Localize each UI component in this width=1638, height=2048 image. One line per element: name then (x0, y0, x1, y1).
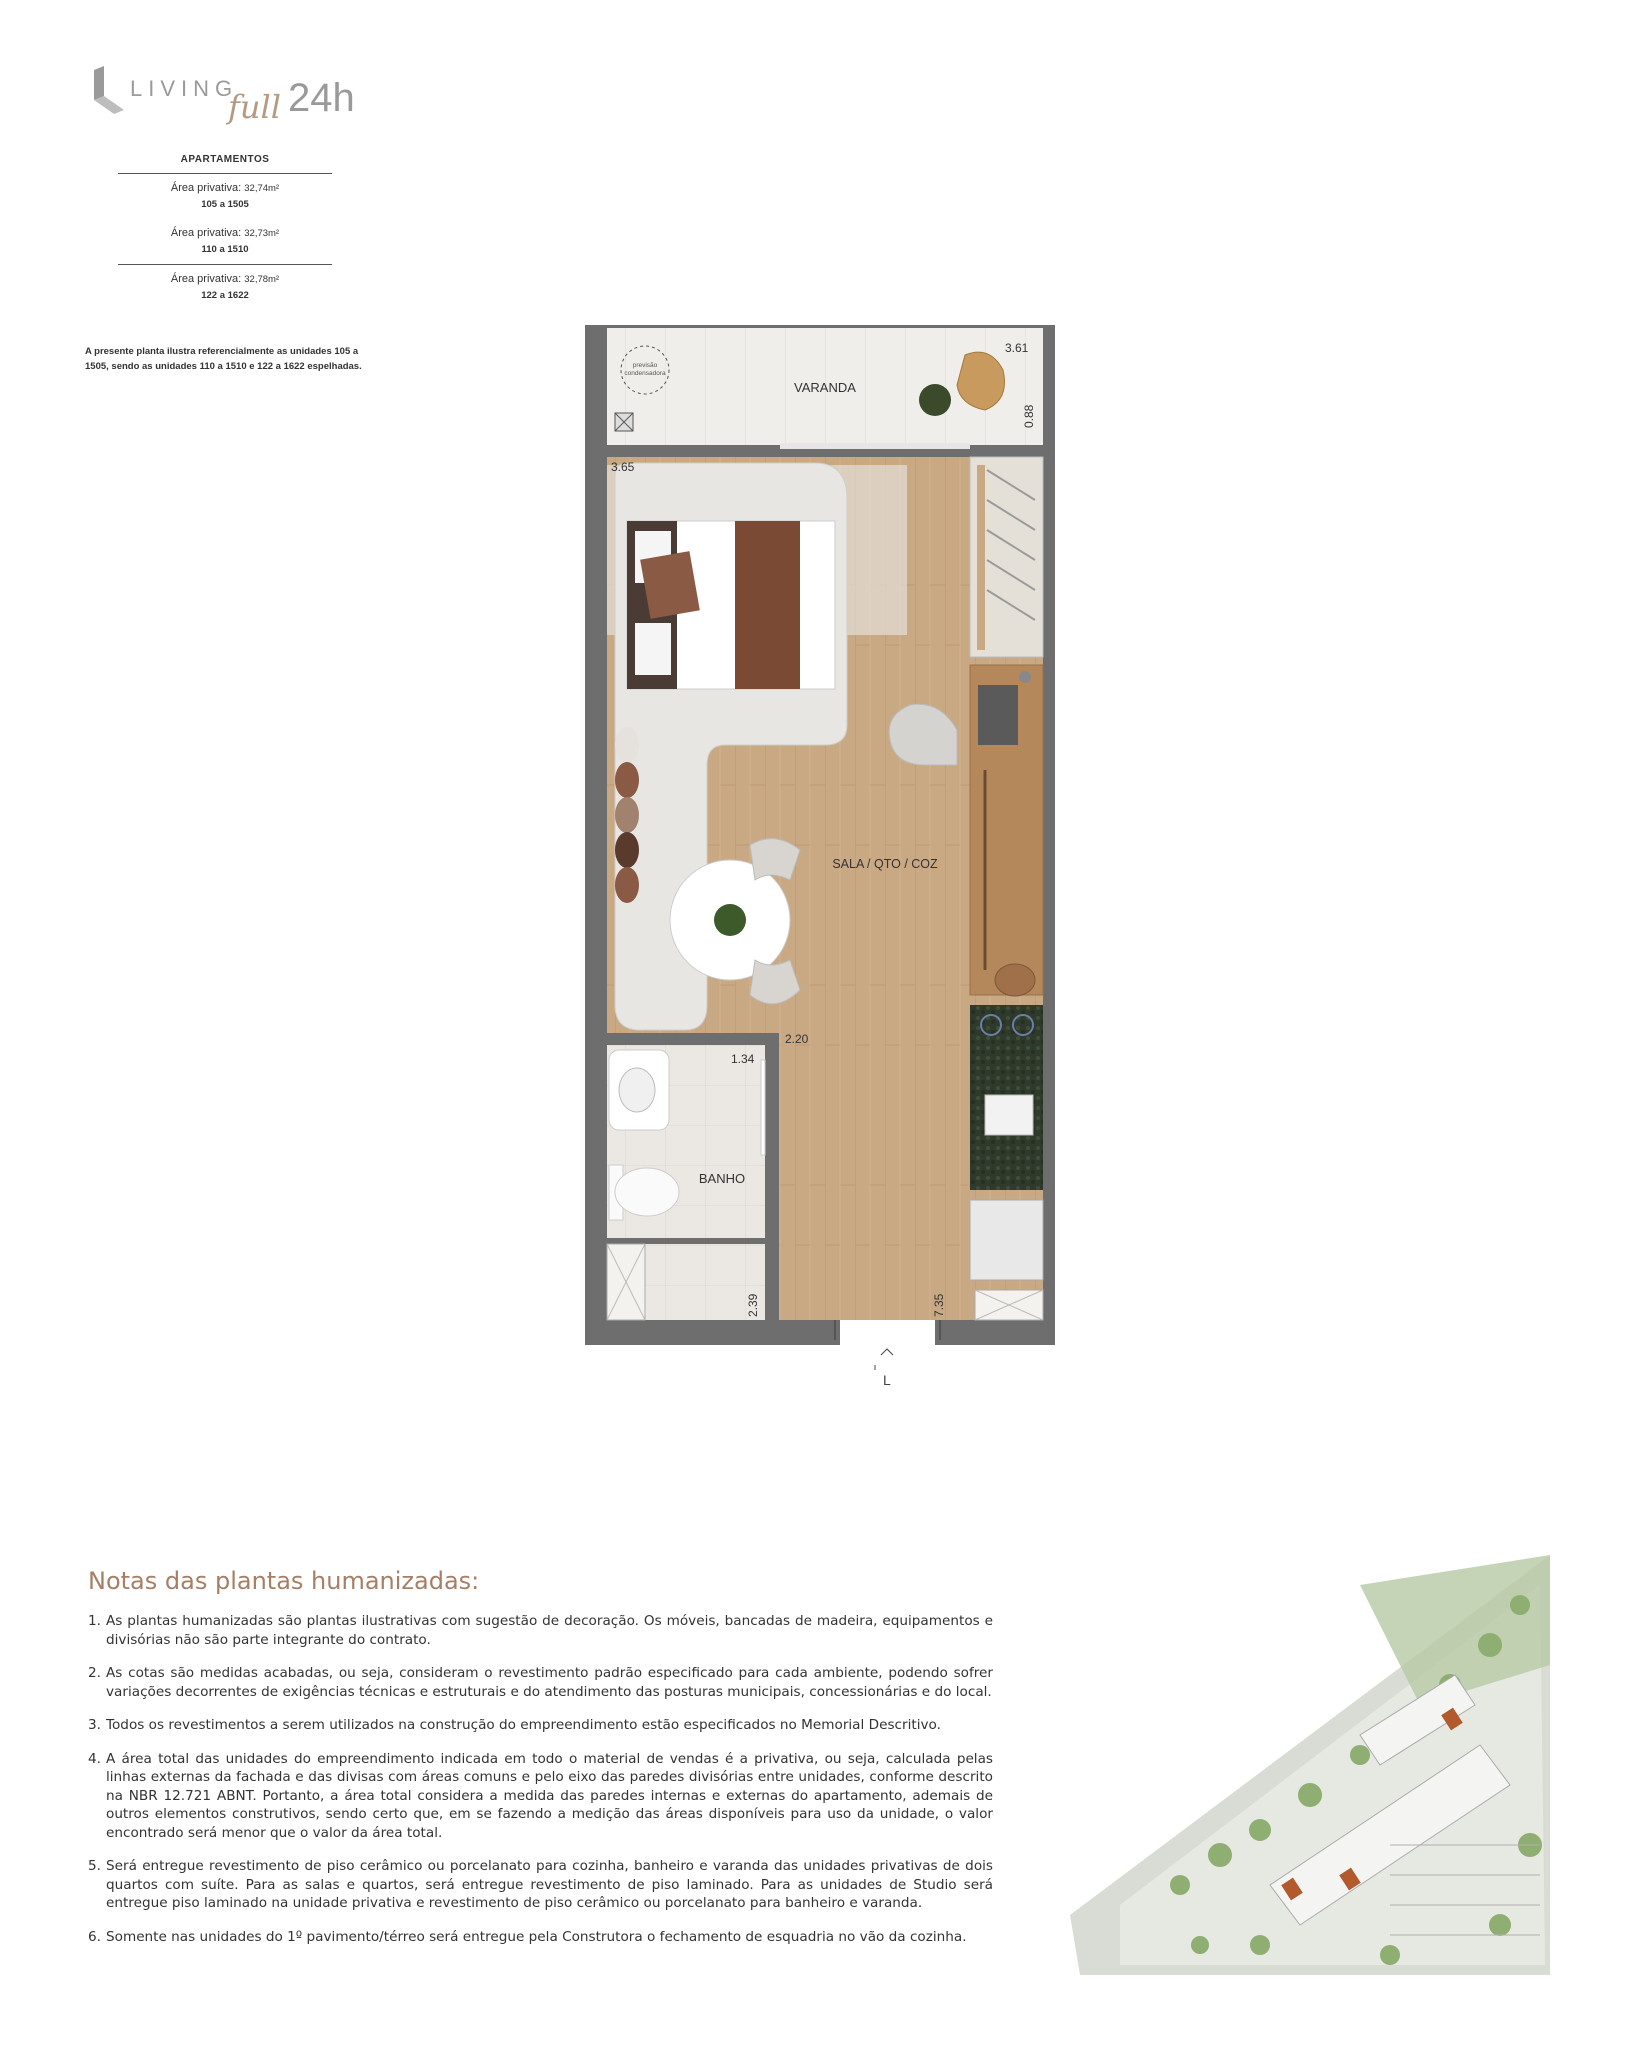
plan-reference-note: A presente planta ilustra referencialmente as unidades 105 a 1505, sendo as unidades 110 a 1510 e 122 a 1622 espelhadas. (85, 346, 362, 372)
dimension-label: 0.88 (1022, 404, 1036, 428)
note-text: Será entregue revestimento de piso cerâmico ou porcelanato para cozinha, banheiro e varanda das unidades privativas de dois quartos com suíte. Para as salas e quartos, será entregue revestimento de piso laminado. Para as unidades de Studio será entregue piso laminado na unidade privativa e revestimento de piso cerâmico ou porcelanato para banheiro e varanda. (106, 1858, 993, 1911)
note-number: 3. (88, 1717, 101, 1733)
area-label: Área privativa: (170, 227, 242, 239)
note-item (88, 1716, 993, 1735)
note-number: 6. (88, 1928, 101, 1945)
unit-range: 105 a 1505 (201, 199, 249, 210)
apartment-row (118, 219, 332, 265)
brand-logo (88, 60, 388, 140)
plant (919, 384, 951, 416)
unit-range: 110 a 1510 (201, 244, 249, 255)
balcony-door (780, 443, 970, 449)
logo-24h-text: 24h (288, 76, 355, 120)
notes-title: Notas das plantas humanizadas: (88, 1567, 480, 1595)
apartment-row (118, 174, 332, 219)
area-value: 32,74m² (244, 183, 280, 194)
kitchen-sink (985, 1095, 1033, 1135)
apartments-table (118, 154, 332, 310)
room-label-varanda: VARANDA (794, 380, 856, 395)
area-value: 32,73m² (244, 228, 280, 239)
note-number: 1. (88, 1613, 101, 1629)
apartment-row (118, 265, 332, 310)
notes-list (88, 1612, 993, 1961)
dimension-label: 3.65 (611, 460, 635, 474)
basket (995, 964, 1035, 996)
bathroom-wall (765, 1045, 779, 1320)
bed-blanket (735, 521, 800, 689)
dimension-label: 2.20 (785, 1032, 809, 1046)
note-item (88, 1857, 993, 1913)
dining-chair (750, 839, 800, 880)
note-number: 2. (88, 1665, 101, 1681)
unit-range: 122 a 1622 (201, 290, 249, 301)
note-number: 4. (88, 1750, 101, 1767)
dimension-label: 1.34 (731, 1052, 755, 1066)
site-plan (1060, 1545, 1560, 1975)
logo-full-text: full (228, 88, 281, 126)
note-item (88, 1664, 993, 1701)
room-label-banho: BANHO (698, 1171, 746, 1186)
note-text: As cotas são medidas acabadas, ou seja, consideram o revestimento padrão especificado para cada ambiente, podendo sofrer variações decorrentes de exigências técnicas e estruturais e do atendimento das posturas municipais, concessionárias e do local. (106, 1665, 993, 1700)
note-number: 5. (88, 1858, 101, 1874)
refrigerator (970, 1200, 1043, 1280)
floor-plan (585, 325, 1055, 1388)
condenser-label: condensadora (624, 370, 666, 377)
area-label: Área privativa: (170, 273, 242, 285)
laptop (978, 685, 1018, 745)
note-item (88, 1750, 993, 1843)
note-text: Todos os revestimentos a serem utilizados na construção do empreendimento estão especificados no Memorial Descritivo. (106, 1717, 941, 1733)
area-label: Área privativa: (170, 182, 242, 194)
logo-living-text: LIVING (130, 76, 239, 101)
dimension-label: 7.35 (932, 1293, 946, 1317)
room-label-sala: SALA / QTO / COZ (832, 857, 938, 871)
dimension-label: 3.61 (1005, 341, 1029, 355)
entrance-mark: L (883, 1372, 891, 1388)
note-item (88, 1612, 993, 1649)
logo-mark-icon (88, 66, 128, 116)
apartments-header: APARTAMENTOS (118, 154, 332, 174)
dimension-label: 2.39 (746, 1293, 760, 1317)
area-value: 32,78m² (244, 274, 280, 285)
toilet (615, 1168, 679, 1216)
note-item (88, 1928, 993, 1947)
note-text: Somente nas unidades do 1º pavimento/térreo será entregue pela Construtora o fechamento de esquadria no vão da cozinha. (106, 1928, 967, 1945)
condenser-label: previsão (632, 362, 658, 369)
note-text: As plantas humanizadas são plantas ilustrativas com sugestão de decoração. Os móveis, bancadas de madeira, equipamentos e divisórias não são parte integrante do contrato. (106, 1613, 993, 1648)
entrance-arrow-icon (875, 1349, 893, 1370)
note-text: A área total das unidades do empreendimento indicada em todo o material de vendas é a privativa, ou seja, calculada pelas linhas externas da fachada e das divisas com áreas comuns e pelo eixo das paredes divisórias entre unidades, conforme descrito na NBR 12.721 ABNT. Portanto, a área total considera a medida das paredes internas e externas do apartamento, ademais de outros elementos construtivos, sendo certo que, em se fazendo a medição das áreas disponíveis para uso da unidade, o valor encontrado será menor que o valor da área total. (106, 1750, 993, 1841)
